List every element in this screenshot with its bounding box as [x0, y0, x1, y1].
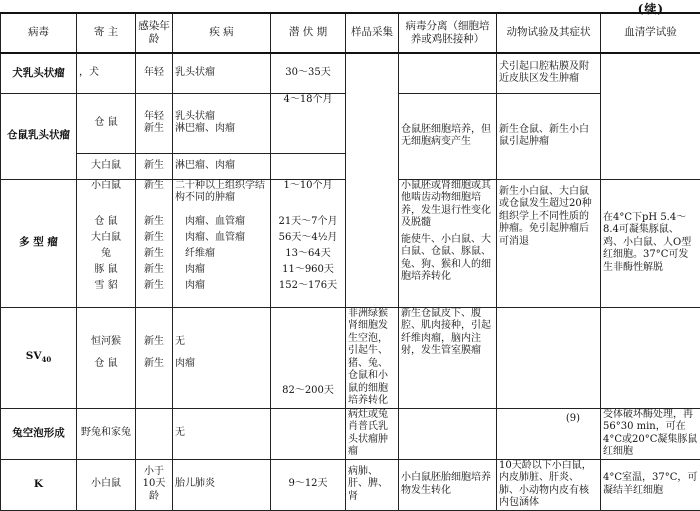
age-polyoma-2: 新生: [138, 232, 170, 248]
age-sv40-1: 新生: [138, 336, 170, 358]
host-polyoma-5: 雪 貂: [79, 280, 133, 296]
header-virus: 病毒: [1, 13, 77, 53]
disease-hamster: [173, 93, 271, 153]
disease-hamster-b: 淋巴瘤、肉瘤: [175, 123, 268, 136]
serology-sv40: [497, 307, 601, 408]
disease-polyoma-5: 肉瘤: [175, 280, 268, 296]
incubation-polyoma-3: 13～64天: [273, 248, 343, 264]
header-row: [1, 13, 700, 53]
sample-rabbit: 病灶或兔肖普氏乳头状瘤肿瘤: [346, 408, 399, 459]
sample-k: 病肺、肝、脾、肾: [346, 459, 399, 510]
disease-polyoma-0: 二十种以上组织学结构不同的肿瘤: [175, 180, 268, 216]
serology-rabbit: 受体破坏酶处理，再56°30 min，可在4°C或20°C凝集豚鼠红细胞: [601, 408, 700, 459]
animal-rabbit: (9): [497, 408, 601, 459]
host-polyoma-3: 兔: [79, 248, 133, 264]
incubations-polyoma: [271, 179, 346, 307]
age-hamster-rat: 新生: [136, 153, 173, 179]
header-isolation: 病毒分离（细胞培养或鸡胚接种）: [399, 13, 497, 53]
header-age: 感染年龄: [136, 13, 173, 53]
table-row-k: [1, 459, 700, 510]
disease-polyoma-4: 肉瘤: [175, 264, 268, 280]
host-sv40-2: 仓 鼠: [79, 358, 133, 380]
isolation-polyoma-1: 小鼠胚或肾细胞或其他啮齿动物细胞培养，发生退行性变化及脱髓: [401, 180, 494, 230]
header-incubation: 潜 伏 期: [271, 13, 346, 53]
host-k: 小白鼠: [77, 459, 136, 510]
header-disease: 疾 病: [173, 13, 271, 53]
hosts-polyoma: [77, 179, 136, 307]
header-animal: 动物试验及其症状: [497, 13, 601, 53]
incubation-polyoma-1: 21天～7个月: [273, 216, 343, 232]
host-polyoma-4: 豚 鼠: [79, 264, 133, 280]
isolation-hamster: 仓鼠胚细胞培养，但无细胞病变产生: [399, 93, 497, 179]
incubation-hamster: 4～18个月: [271, 93, 346, 153]
diseases-sv40: [173, 307, 271, 408]
incubation-polyoma-5: 152～176天: [273, 280, 343, 296]
disease-hamster-rat: 淋巴瘤、肉瘤: [173, 153, 271, 179]
isolation-sv40: 非洲绿猴肾细胞发生空泡，引起牛、猪、兔、仓鼠和小鼠的细胞培养转化: [346, 307, 399, 408]
disease-rabbit: 无: [173, 408, 271, 459]
serology-k: 4°C室温，37°C，可凝结羊红细胞: [601, 459, 700, 510]
virus-sv40: [1, 307, 77, 408]
continued-label: (续): [638, 0, 664, 17]
virus-sv40-name: SV: [26, 350, 42, 362]
animal-hamster: 新生仓鼠、新生小白鼠引起肿瘤: [497, 93, 601, 179]
age-polyoma-1: 新生: [138, 216, 170, 232]
age-polyoma-3: 新生: [138, 248, 170, 264]
header-sample: 样品采集: [346, 13, 399, 53]
disease-polyoma-3: 纤维瘤: [175, 248, 268, 264]
table-row-rabbit: [1, 408, 700, 459]
table-row-sv40: [1, 307, 700, 408]
hosts-sv40: [77, 307, 136, 408]
age-polyoma-4: 新生: [138, 264, 170, 280]
host-polyoma-1: 仓 鼠: [79, 216, 133, 232]
header-host: 寄 主: [77, 13, 136, 53]
age-polyoma-5: 新生: [138, 280, 170, 296]
virus-sv40-sub: 40: [41, 355, 51, 364]
host-hamster-rat: 大白鼠: [77, 153, 136, 179]
incubation-dog: 30～35天: [271, 53, 346, 93]
serology-empty-upper: [601, 53, 700, 179]
virus-polyoma: 多 型 瘤: [1, 179, 77, 307]
age-sv40-2: 新生: [138, 358, 170, 380]
disease-sv40-2: 肉瘤: [175, 358, 268, 380]
isolation-polyoma: [399, 179, 497, 307]
host-rabbit: 野兔和家兔: [77, 408, 136, 459]
incubation-polyoma-0: 1～10个月: [273, 180, 343, 216]
sample-empty-upper: [346, 53, 399, 307]
isolation-polyoma-2: 能使牛、小白鼠、大白鼠、仓鼠、豚鼠、兔、狗、猴和人的细胞培养转化: [401, 234, 494, 284]
disease-dog: 乳头状瘤: [173, 53, 271, 93]
disease-hamster-a: 乳头状瘤: [175, 111, 268, 124]
age-hamster-a: 年轻: [138, 111, 170, 124]
virus-dog: 犬乳头状瘤: [1, 53, 77, 93]
incubation-rabbit: [271, 408, 346, 459]
age-k: 小于10天龄: [136, 459, 173, 510]
header-serology: 血清学试验: [601, 13, 700, 53]
incubation-sv40: 82～200天: [271, 307, 346, 408]
isolation-rabbit: [399, 408, 497, 459]
incubation-hamster-rat: [271, 153, 346, 179]
virus-hamster: 仓鼠乳头状瘤: [1, 93, 77, 179]
virus-table: [0, 12, 700, 511]
virus-k: K: [1, 459, 77, 510]
host-polyoma-2: 大白鼠: [79, 232, 133, 248]
animal-dog: 犬引起口腔粘膜及附近皮肤区发生肿瘤: [497, 53, 601, 93]
age-polyoma-0: 新生: [138, 180, 170, 216]
incubation-k: 9～12天: [271, 459, 346, 510]
host-hamster: 仓 鼠: [77, 93, 136, 153]
isolation-k: 小白鼠胚胎细胞培养物发生转化: [399, 459, 497, 510]
age-rabbit: [136, 408, 173, 459]
virus-rabbit: 兔空泡形成: [1, 408, 77, 459]
incubation-polyoma-2: 56天～4½月: [273, 232, 343, 248]
ages-sv40: [136, 307, 173, 408]
isolation-dog: [399, 53, 497, 93]
ages-polyoma: [136, 179, 173, 307]
diseases-polyoma: [173, 179, 271, 307]
disease-polyoma-2: 肉瘤、血管瘤: [175, 232, 268, 248]
host-polyoma-0: 小白鼠: [79, 180, 133, 216]
age-hamster: [136, 93, 173, 153]
age-hamster-b: 新生: [138, 123, 170, 136]
age-dog: 年轻: [136, 53, 173, 93]
animal-k: 10天龄以下小白鼠，内皮肺脏、肝炎、肺、小动物内皮有核内包涵体: [497, 459, 601, 510]
host-sv40-1: 恒河猴: [79, 336, 133, 358]
animal-polyoma: 新生小白鼠、大白鼠或仓鼠发生超过20种组织学上不同性质的肿瘤。免引起肿瘤后可消退: [497, 179, 601, 307]
disease-sv40-1: 无: [175, 336, 268, 358]
table-row-dog: [1, 53, 700, 93]
disease-polyoma-1: 肉瘤、血管瘤: [175, 216, 268, 232]
serology-polyoma: 在4°C下pH 5.4～8.4可凝集豚鼠、鸡、小白鼠、人O型红细胞。37°C可发生非酶性解脱: [601, 179, 700, 307]
host-dog: ，犬: [77, 53, 136, 93]
disease-k: 胎儿肺炎: [173, 459, 271, 510]
incubation-polyoma-4: 11～960天: [273, 264, 343, 280]
animal-sv40: 新生仓鼠皮下、腹腔、肌肉接种，引起纤维肉瘤，脑内注射，发生管室膜瘤: [399, 307, 497, 408]
